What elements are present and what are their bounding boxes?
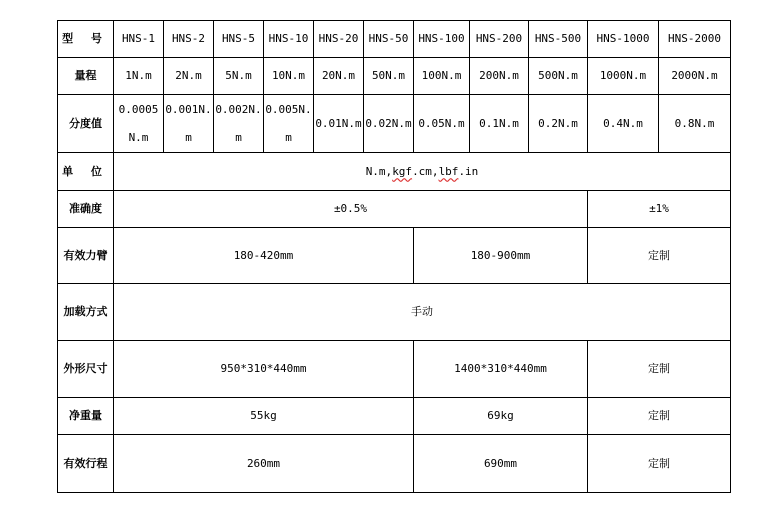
cell-dimensions-c: 定制 <box>588 341 731 398</box>
cell-model-50: HNS-50 <box>364 21 414 58</box>
cell-res-5: 0.01N.m <box>314 95 364 153</box>
row-label-stroke: 有效行程 <box>58 435 114 493</box>
cell-arm-b: 180-900mm <box>414 228 588 284</box>
row-model <box>58 21 731 58</box>
cell-model-1000: HNS-1000 <box>588 21 659 58</box>
row-loading <box>58 284 731 341</box>
spec-table <box>57 20 731 493</box>
cell-model-10: HNS-10 <box>264 21 314 58</box>
row-unit <box>58 153 731 191</box>
cell-accuracy-b: ±1% <box>588 191 731 228</box>
cell-range-11: 2000N.m <box>659 58 731 95</box>
row-label-arm: 有效力臂 <box>58 228 114 284</box>
cell-model-1: HNS-1 <box>114 21 164 58</box>
cell-res-6: 0.02N.m <box>364 95 414 153</box>
cell-range-9: 500N.m <box>529 58 588 95</box>
cell-model-2000: HNS-2000 <box>659 21 731 58</box>
row-label-accuracy: 准确度 <box>58 191 114 228</box>
row-label-model: 型 号 <box>58 21 114 58</box>
cell-model-200: HNS-200 <box>470 21 529 58</box>
cell-weight-b: 69kg <box>414 398 588 435</box>
cell-res-11: 0.8N.m <box>659 95 731 153</box>
cell-range-5: 20N.m <box>314 58 364 95</box>
cell-weight-a: 55kg <box>114 398 414 435</box>
cell-range-1: 1N.m <box>114 58 164 95</box>
unit-text-1: N.m, <box>365 164 393 178</box>
cell-model-2: HNS-2 <box>164 21 214 58</box>
unit-text-3: .in <box>458 164 479 178</box>
cell-stroke-a: 260mm <box>114 435 414 493</box>
row-label-loading: 加载方式 <box>58 284 114 341</box>
cell-range-10: 1000N.m <box>588 58 659 95</box>
cell-res-7: 0.05N.m <box>414 95 470 153</box>
row-label-unit: 单 位 <box>58 153 114 191</box>
cell-arm-a: 180-420mm <box>114 228 414 284</box>
cell-model-20: HNS-20 <box>314 21 364 58</box>
cell-unit <box>114 153 731 191</box>
row-label-resolution: 分度值 <box>58 95 114 153</box>
cell-range-6: 50N.m <box>364 58 414 95</box>
unit-text-2: .cm, <box>412 164 439 178</box>
row-range <box>58 58 731 95</box>
cell-res-4: 0.005N.m <box>264 95 314 153</box>
row-dimensions <box>58 341 731 398</box>
cell-model-100: HNS-100 <box>414 21 470 58</box>
cell-res-3: 0.002N.m <box>214 95 264 153</box>
cell-res-2: 0.001N.m <box>164 95 214 153</box>
cell-stroke-c: 定制 <box>588 435 731 493</box>
row-stroke <box>58 435 731 493</box>
cell-res-9: 0.2N.m <box>529 95 588 153</box>
row-label-range: 量程 <box>58 58 114 95</box>
cell-model-5: HNS-5 <box>214 21 264 58</box>
row-resolution <box>58 95 731 153</box>
cell-range-7: 100N.m <box>414 58 470 95</box>
cell-loading: 手动 <box>114 284 731 341</box>
cell-res-10: 0.4N.m <box>588 95 659 153</box>
cell-accuracy-a: ±0.5% <box>114 191 588 228</box>
cell-res-8: 0.1N.m <box>470 95 529 153</box>
cell-range-8: 200N.m <box>470 58 529 95</box>
cell-res-1: 0.0005N.m <box>114 95 164 153</box>
cell-dimensions-b: 1400*310*440mm <box>414 341 588 398</box>
unit-text-kgf: kgf <box>392 164 413 178</box>
cell-arm-c: 定制 <box>588 228 731 284</box>
row-label-weight: 净重量 <box>58 398 114 435</box>
row-weight <box>58 398 731 435</box>
cell-model-500: HNS-500 <box>529 21 588 58</box>
row-arm <box>58 228 731 284</box>
cell-weight-c: 定制 <box>588 398 731 435</box>
cell-range-4: 10N.m <box>264 58 314 95</box>
row-accuracy <box>58 191 731 228</box>
row-label-dimensions: 外形尺寸 <box>58 341 114 398</box>
cell-range-3: 5N.m <box>214 58 264 95</box>
cell-range-2: 2N.m <box>164 58 214 95</box>
unit-text-lbf: lbf <box>438 164 459 178</box>
cell-dimensions-a: 950*310*440mm <box>114 341 414 398</box>
cell-stroke-b: 690mm <box>414 435 588 493</box>
